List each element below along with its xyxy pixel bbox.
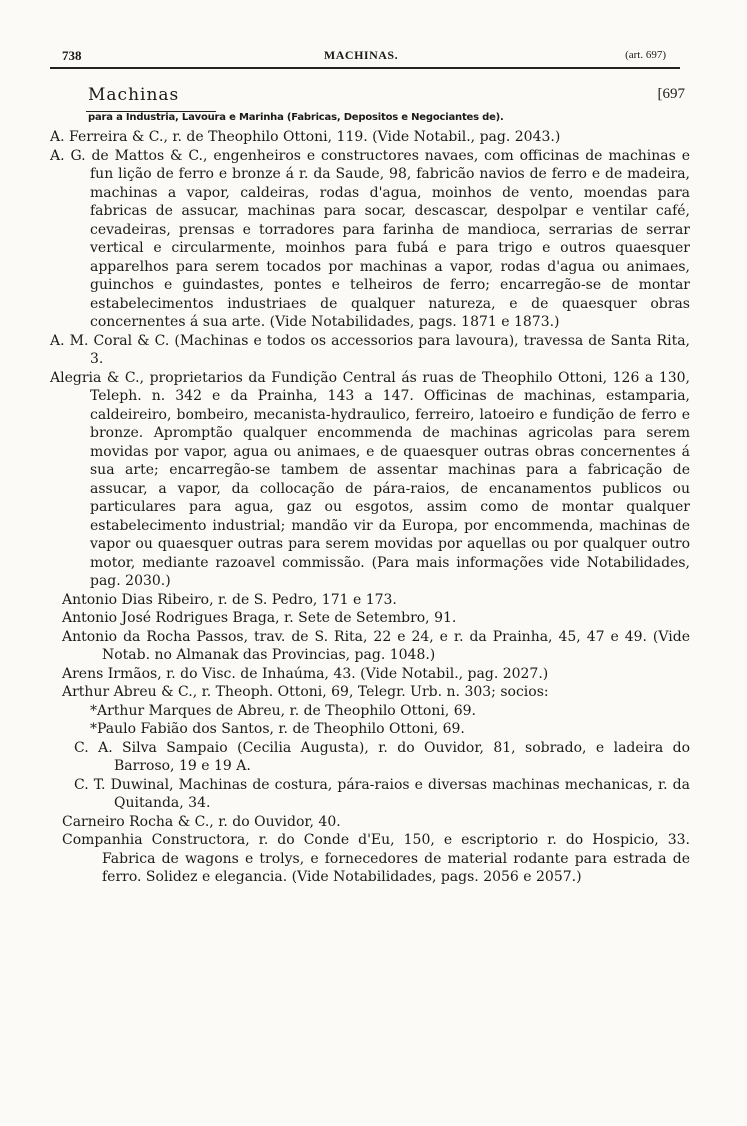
list-item: Antonio José Rodrigues Braga, r. Sete de Setembro, 91. (62, 610, 457, 626)
section-title: Machinas (88, 85, 180, 105)
list-item: A. Ferreira & C., r. de Theophilo Ottoni, 119. (Vide Notabil., pag. 2043.) (50, 129, 561, 145)
list-item: Alegria & C., proprietarios da Fundição Central ás ruas de Theophilo Ottoni, 126 a 130, Teleph. n. 342 e da Prainha, 143 a 147. Officinas de machinas, estamparia, caldeireiro, bombeiro, mecanista-hydraulico, ferreiro, latoeiro e fundição de ferro e bronze. Apromptão qualquer encommenda de machinas agricolas para serem movidas por vapor, agua ou animaes, e de quaesquer outras obras concernentes á sua arte; encarregão-se tambem de assentar machinas para a fabricação de assucar, a vapor, da collocação de pára-raios, de encanamentos publicos ou particulares para agua, gaz ou esgotos, assim como de montar qualquer estabelecimento industrial; mandão vir da Europa, por encommenda, machinas de vapor ou quaesquer outras para serem movidas por aquellas ou por qualquer outro motor, mediante razoavel commissão. (Para mais informações vide Notabilidades, pag. 2030.) (50, 369, 690, 589)
running-title: MACHINAS. (323, 48, 399, 62)
section-number: [697 (657, 86, 685, 102)
list-item: C. A. Silva Sampaio (Cecilia Augusta), r. do Ouvidor, 81, sobrado, e ladeira do Barroso, 19 e 19 A. (74, 739, 690, 774)
list-item: Companhia Constructora, r. do Conde d'Eu, 150, e escriptorio r. do Hospicio, 33. Fabrica de wagons e trolys, e fornecedores de material rodante para estrada de ferro. Solidez e elegancia. (Vide Notabilidades, pags. 2056 e 2057.) (62, 832, 690, 885)
list-item: *Arthur Marques de Abreu, r. de Theophilo Ottoni, 69. (90, 702, 476, 719)
entry-list (50, 128, 690, 887)
header-rule (50, 67, 680, 69)
list-item: Antonio da Rocha Passos, trav. de S. Rita, 22 e 24, e r. da Prainha, 45, 47 e 49. (Vide Notab. no Almanak das Provincias, pag. 1048.) (62, 628, 690, 663)
page-number: 738 (62, 48, 82, 63)
article-reference: (art. 697) (625, 49, 666, 61)
list-item: Arens Irmãos, r. do Visc. de Inhaúma, 43. (Vide Notabil., pag. 2027.) (62, 665, 549, 682)
list-item: Carneiro Rocha & C., r. do Ouvidor, 40. (62, 813, 341, 830)
list-item: *Paulo Fabião dos Santos, r. de Theophilo Ottoni, 69. (90, 721, 465, 737)
list-item: C. T. Duwinal, Machinas de costura, pára-raios e diversas machinas mechanicas, r. da Quitanda, 34. (74, 776, 690, 811)
list-item: Arthur Abreu & C., r. Theoph. Ottoni, 69, Telegr. Urb. n. 303; socios: (62, 684, 549, 700)
list-item: A. G. de Mattos & C., engenheiros e constructores navaes, com officinas de machinas e fun lição de ferro e bronze á r. da Saude, 98, fabricão navios de ferro e de madeira, machinas a vapor, caldeiras, rodas d'agua, moinhos de vento, moendas para fabricas de assucar, machinas para socar, descascar, despolpar e ventilar café, cevadeiras, prensas e torradores para farinha de mandioca, serrarias de serrar vertical e circularmente, moinhos para fubá e para trigo e outros quaesquer apparelhos para serem tocados por machinas a vapor, rodas d'agua ou animaes, guinchos e guindastes, pontes e telheiros de ferro; encarregão-se de montar estabelecimentos industriaes de qualquer natureza, e de quaesquer obras concernentes á sua arte. (Vide Notabilidades, pags. 1871 e 1873.) (50, 147, 690, 330)
running-head (50, 44, 672, 66)
list-item: A. M. Coral & C. (Machinas e todos os accessorios para lavoura), travessa de Santa Rita, 3. (50, 332, 690, 367)
list-item: Antonio Dias Ribeiro, r. de S. Pedro, 171 e 173. (62, 591, 397, 608)
section-subtitle: para a Industria, Lavoura e Marinha (Fabricas, Depositos e Negociantes de). (88, 112, 504, 123)
